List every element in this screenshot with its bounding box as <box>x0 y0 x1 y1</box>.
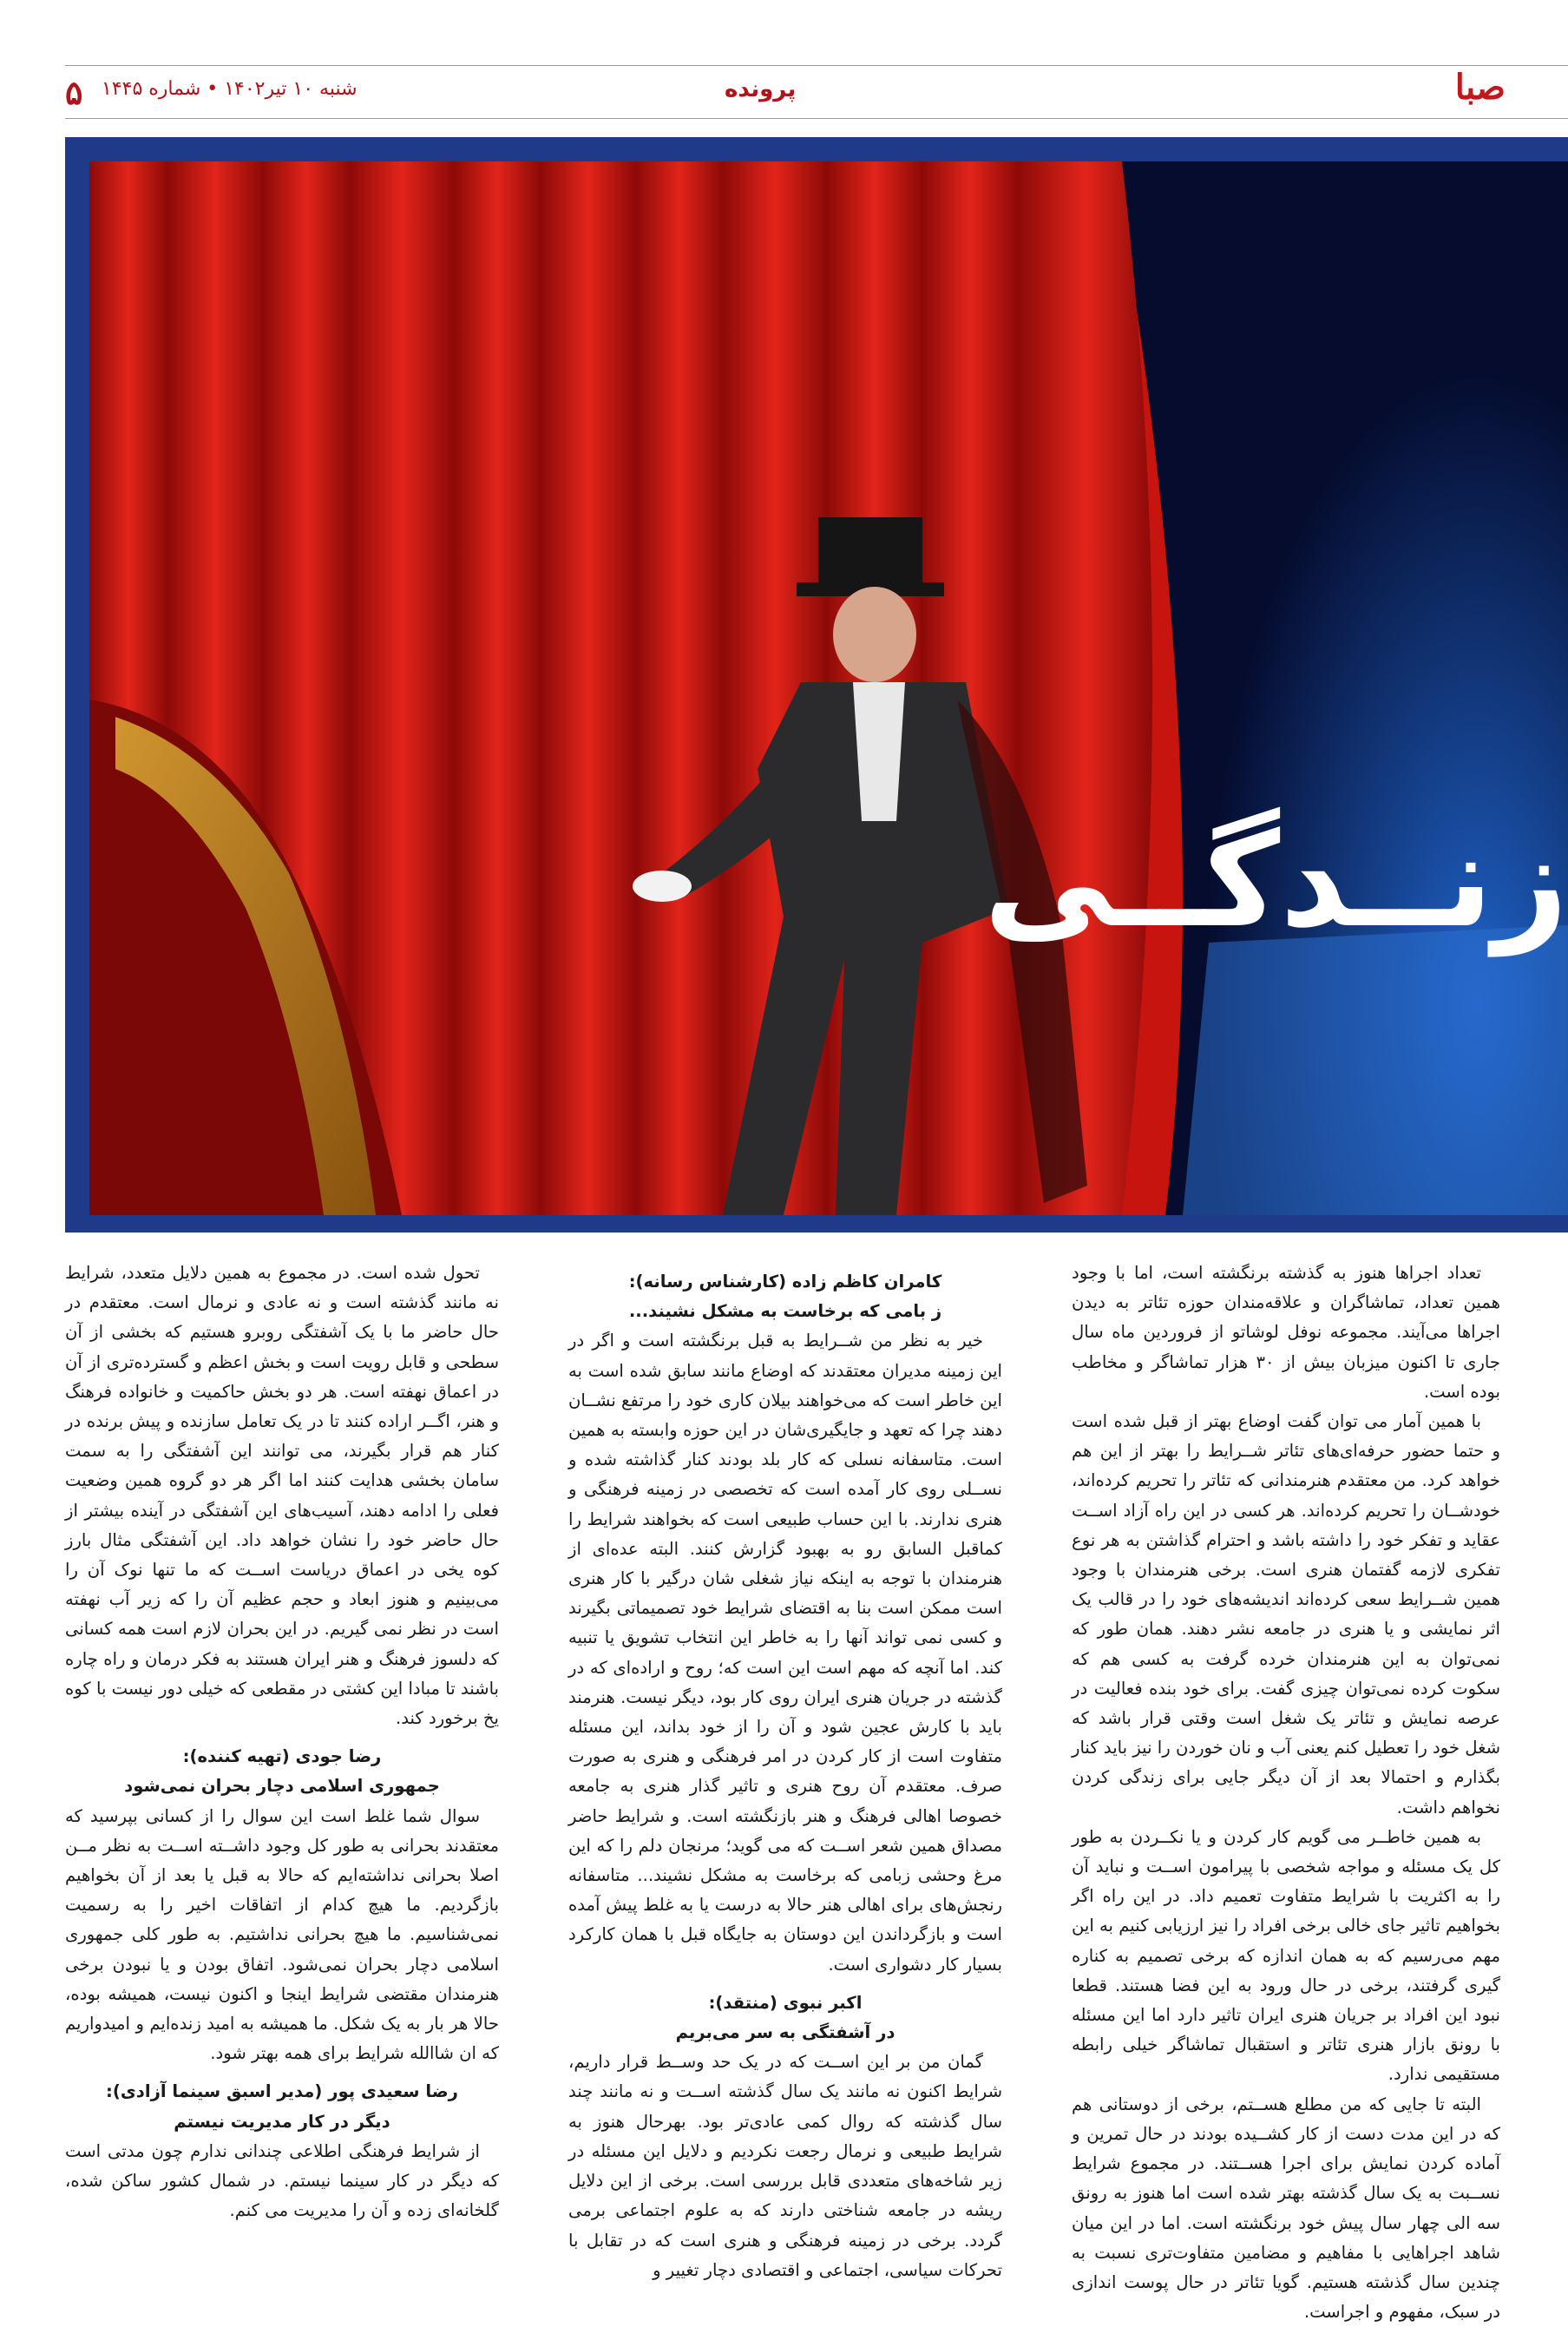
subheading: ز بامی که برخاست به مشکل نشیند... <box>628 1301 942 1322</box>
interviewee-name: رضا جودی (تهیه کننده): <box>182 1746 382 1767</box>
page-header <box>65 65 1568 119</box>
newspaper-logo <box>1426 69 1506 111</box>
paragraph: سوال شما غلط است این سوال را از کسانی بپرسید که معتقدند بحرانی به طور کل وجود داشــته اســت به نظر مــن اصلا بحرانی نداشته‌ایم که حالا به قبل یا بعد از آن بخواهیم بازگردیم. ما هیچ کدام از اتفاقات اخیر را به رسمیت نمی‌شناسیم. ما هیچ بحرانی نداشتیم. به طور کلی جمهوری اسلامی دچار بحران نمی‌شود. اتفاق بودن و یا نبودن برخی هنرمندان مقتضی شرایط اینجا و اکنون نیست، همیشه بوده، حالا هر بار به یک شکل. ما همیشه به امید زنده‌ایم و امیدواریم که ان شاالله شرایط برای همه بهتر شود. <box>65 1805 499 2064</box>
issue-info: شنبه ۱۰ تیر۱۴۰۲ • شماره ۱۴۴۵ <box>102 78 358 100</box>
page-number: ۵ <box>65 73 83 112</box>
section-title: پرونده <box>725 76 797 102</box>
article-column-middle <box>568 1259 1002 2280</box>
interviewee-name: اکبر نبوی (منتقد): <box>708 1992 863 2013</box>
paragraph: تحول شده است. در مجموع به همین دلایل متعدد، شرایط نه مانند گذشته است و نه عادی و نرمال است. معتقدم در حال حاضر ما با یک آشفتگی روبرو هستیم که بخشی از آن سطحی و قابل رویت است و بخش اعظم و گسترده‌تری از آن در اعماق نهفته است. هر دو بخش حاکمیت و خانواده فرهنگ و هنر، اگــر اراده کنند تا در یک تعامل سازنده و پیش برنده در کنار هم قرار بگیرند، می توانند این آشفتگی را به سمت سامان بخشی هدایت کنند اما اگر هر دو گروه همین وضعیت فعلی را ادامه دهند، آسیب‌های این آشفتگی در آینده بیشتر از حال حاضر خود را نشان خواهد داد. این آشفتگی مثال بارز کوه یخی در اعماق دریاست اســت که ما تنها نوک آن را می‌بینیم و هنوز ابعاد و حجم عظیم آن را که زیر آب نهفته است در نظر نمی گیریم. در این بحران لازم است همه کسانی که دلسوز فرهنگ و هنر ایران هستند به فکر درمان و راه چاره باشند تا مبادا این کشتی در مقطعی که خیلی دور نیست با کوه یخ برخورد کند. <box>65 1263 499 1729</box>
feature-photo <box>65 137 1568 1233</box>
subheading: در آشفتگی به سر می‌بریم <box>675 2022 896 2043</box>
interviewee-name: کامران کاظم زاده (کارشناس رسانه): <box>628 1272 942 1292</box>
article-column-right <box>1072 1259 1500 2323</box>
paragraph: از شرایط فرهنگی اطلاعی چندانی ندارم چون مدتی است که دیگر در کار سینما نیستم. در شمال کشور ساکن شده، گلخانه‌ای زده و آن را مدیریت می کنم. <box>65 2140 499 2221</box>
article-column-left <box>65 1259 499 2221</box>
paragraph: خیر به نظر من شــرایط به قبل برنگشته است و اگر در این زمینه مدیران معتقدند که اوضاع مانند سابق شده است به این خاطر است که می‌خواهند بیلان کاری خود را مرتفع نشــان دهند چرا که تعهد و جایگیری‌شان در این حوزه وابسته به همین است. متاسفانه نسلی که کار بلد بودند کنار گذاشته شده و نســلی روی کار آمده است که تخصصی در زمینه فرهنگی و هنری ندارند. با این حساب طبیعی است که بخواهند شرایط را کماقبل السابق رو به بهبود گزارش کنند. البته عده‌ای از هنرمندان با توجه به اینکه نیاز شغلی شان درگیر با کار هنری است ممکن است بنا به اقتضای شرایط خود تصمیماتی بگیرند و کسی نمی تواند آنها را به خاطر این انتخاب تشویق یا تنبیه کند. اما آنچه که مهم است این است که؛ روح و اراده‌ای که در گذشته در جریان هنری ایران روی کار بود، دیگر نیست. هنرمند باید با کارش عجین شود و آن را از خود بداند، این مسئله متفاوت است از کار کردن در امر فرهنگی و هنری به صورت صرف. معتقدم آن روح هنری و تاثیر گذار هنری به جامعه خصوصا اهالی فرهنگ و هنر بازنگشته است. و شرایط حاضر مصداق همین شعر اســت که می گوید؛ مرنجان دلم را که این مرغ وحشی زبامی که برخاست به مشکل نشیند... متاسفانه رنجش‌های برای اهالی هنر حالا به درست یا به غلط پیش آمده است و بازگرداندن این دوستان به جایگاه قبل با همان کارکرد بسیار کار دشواری است. <box>568 1331 1002 1975</box>
subheading: جمهوری اسلامی دچار بحران نمی‌شود <box>124 1776 440 1797</box>
subheading: دیگر در کار مدیریت نیستم <box>174 2111 390 2132</box>
logo-text: صبا <box>1454 67 1506 108</box>
paragraph: با همین آمار می توان گفت اوضاع بهتر از قبل شده است و حتما حضور حرفه‌ای‌های تئاتر شــرایط را بهتر از این هم خواهد کرد. من معتقدم هنرمندانی که تئاتر را تحریم کرده‌اند، خودشــان را تحریم کرده‌اند. هر کسی در این راه آزاد اســت عقاید و تفکر خود را داشته باشد و احترام گذاشتن به هر نوع تفکری لازمه گفتمان هنری است. برخی هنرمندان با وجود همین شــرایط سعی کرده‌اند اندیشه‌های خود را در قالب یک اثر نمایشی و یا هنری در جامعه نشر دهند. همان طور که نمی‌توان به این هنرمندان خرده گرفت به کسی هم که سکوت کرده نمی‌توان چیزی گفت. برای خود بنده فعالیت در عرصه نمایش و تئاتر یک شغل است وقتی قرار باشد که شغل خود را تعطیل کنم یعنی آب و نان خوردن را نیز باید کنار بگذارم و احتمالا بعد از آن دیگر جایی برای زندگی کردن نخواهم داشت. <box>1072 1411 1500 1818</box>
paragraph: به همین خاطــر می‌ گویم کار کردن و یا نکــردن به طور کل یک مسئله و مواجه شخصی با پیرامون اســت و نباید آن را به اکثریت با شرایط متفاوت تعمیم داد. در این راه اگر بخواهیم تاثیر جای خالی برخی افراد را نیز ارزیابی کنیم به این مهم می‌رسیم که به همان اندازه که برخی تصمیم به کناره گیری گرفتند، برخی در حال ورود به این فضا هستند. قطعا نبود این افراد بر جریان هنری ایران تاثیر دارد اما این مسئله با رونق بازار هنری تئاتر و استقبال تماشاگر خیلی رابطه مستقیمی ندارد. <box>1072 1826 1500 2085</box>
theater-curtain-image <box>89 161 1568 1215</box>
photo-title-overlay: زنــدگــی <box>983 805 1568 956</box>
paragraph: گمان من بر این اســت که در یک حد وســط قرار داریم، شرایط اکنون نه مانند یک سال گذشته اســت و نه مانند چند سال گذشته که روال کمی عادی‌تر بود. بهرحال هنوز به شرایط طبیعی و نرمال رجعت نکردیم و دلایل این مسئله در زیر شاخه‌های متعددی قابل بررسی است. برخی از این دلایل ریشه در جامعه شناختی دارند که به علوم اجتماعی برمی گردد. برخی در زمینه فرهنگی و هنری است که در تقابل با تحرکات سیاسی، اجتماعی و اقتصادی دچار تغییر و <box>568 2052 1002 2280</box>
paragraph: تعداد اجراها هنوز به گذشته برنگشته است، اما با وجود همین تعداد، تماشاگران و علاقه‌مندان حوزه تئاتر به دیدن اجراها می‌آیند. مجموعه نوفل لوشاتو از فروردین ماه سال جاری تا اکنون میزبان بیش از ۳۰ هزار تماشاگر و مخاطب بوده است. <box>1072 1263 1500 1402</box>
paragraph: البته تا جایی که من مطلع هســتم، برخی از دوستانی هم که در این مدت دست از کار کشــیده بودند در حال تمرین و آماده کردن نمایش برای اجرا هســتند. در مجموع شرایط نســبت به یک سال گذشته بهتر شده است اما هنوز به رونق سه الی چهار سال پیش خود برنگشته است. اما در این میان شاهد اجراهایی با مفاهیم و مضامین متفاوت‌تری نسبت به چندین سال گذشته هستیم. گویا تئاتر در حال پوست اندازی در سبک، مفهوم و اجراست. <box>1072 2094 1500 2323</box>
interviewee-name: رضا سعیدی پور (مدیر اسبق سینما آزادی): <box>106 2081 458 2102</box>
